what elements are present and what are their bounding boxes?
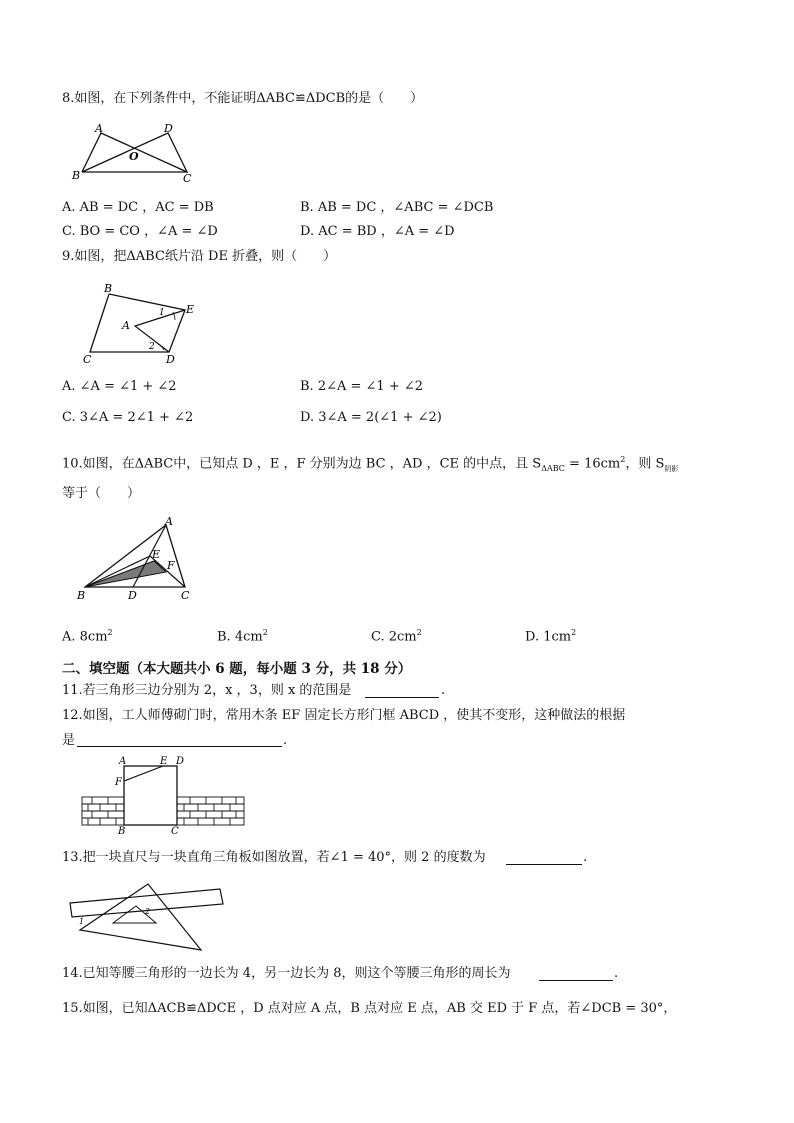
q9-label-c: C xyxy=(83,353,92,366)
q14-blank xyxy=(539,980,613,981)
q12-label-c: C xyxy=(171,826,179,837)
q8-option-c: C. BO = CO ，∠A = ∠D xyxy=(62,224,218,239)
q13-stem: 13.把一块直尺与一块直角三角板如图放置，若∠1 = 40°，则 2 的度数为 xyxy=(62,850,486,865)
q13-label-1: 1 xyxy=(79,917,85,926)
q12-label-b: B xyxy=(118,826,126,837)
q15-stem: 15.如图，已知ΔACB≌ΔDCE ，D 点对应 A 点，B 点对应 E 点，AB 交 ED 于 F 点，若∠DCB = 30°， xyxy=(62,1001,677,1016)
q10-stem-text: 10.如图，在ΔABC中，已知点 D ，E ，F 分别为边 BC ，AD ，CE 的中点，且 S xyxy=(62,456,542,472)
q10-label-d: D xyxy=(128,589,137,602)
q10-stem-line2: 等于（ ） xyxy=(62,486,141,501)
q10-label-b: B xyxy=(77,589,86,602)
q9-label-a: A xyxy=(122,319,130,332)
q9-label-1: 1 xyxy=(159,308,165,318)
q9-label-2: 2 xyxy=(149,342,155,352)
q11-period: . xyxy=(441,683,446,698)
q12-label-f: F xyxy=(115,777,122,788)
q9-label-e: E xyxy=(186,303,195,316)
q10-option-a-text: A. 8cm xyxy=(62,629,108,645)
q10-option-d xyxy=(525,625,576,645)
q9-label-b: B xyxy=(104,282,113,295)
q10-option-a-sup: 2 xyxy=(107,628,113,637)
q9-stem: 9.如图，把ΔABC纸片沿 DE 折叠，则（ ） xyxy=(62,249,337,264)
q11-stem: 11.若三角形三边分别为 2，x ，3，则 x 的范围是 xyxy=(62,683,352,698)
q9-option-d: D. 3∠A = 2(∠1 + ∠2) xyxy=(300,410,442,425)
q10-sub-shade: 阴影 xyxy=(664,464,679,473)
q10-option-d-sup: 2 xyxy=(571,628,577,637)
q12-stem-line1: 12.如图，工人师傅砌门时，常用木条 EF 固定长方形门框 ABCD ，使其不变形，这种做法的根据 xyxy=(62,708,626,723)
q8-label-d: D xyxy=(164,122,173,135)
q12-label-a: A xyxy=(119,756,127,767)
q10-option-b xyxy=(217,625,268,645)
q10-label-c: C xyxy=(181,589,190,602)
q8-option-d: D. AC = BD ，∠A = ∠D xyxy=(300,224,455,239)
q8-option-a: A. AB = DC ，AC = DB xyxy=(62,200,214,215)
q12-label-d: D xyxy=(176,756,185,767)
q8-label-a: A xyxy=(95,122,103,135)
q12-period: . xyxy=(283,733,288,748)
q11-blank xyxy=(365,697,439,698)
q12-label-e: E xyxy=(160,756,168,767)
q8-figure xyxy=(70,122,200,184)
q10-option-c-text: C. 2cm xyxy=(371,629,417,645)
section-2-heading: 二、填空题（本大题共小 6 题，每小题 3 分，共 18 分） xyxy=(62,661,412,677)
q10-label-f: F xyxy=(167,559,175,572)
q14-stem: 14.已知等腰三角形的一边长为 4，另一边长为 8，则这个等腰三角形的周长为 xyxy=(62,966,511,981)
q9-option-a: A. ∠A = ∠1 + ∠2 xyxy=(62,379,177,394)
q13-figure xyxy=(66,882,206,952)
q12-blank xyxy=(77,746,282,747)
q10-option-b-sup: 2 xyxy=(262,628,268,637)
q10-label-a: A xyxy=(165,515,173,528)
q10-option-a xyxy=(62,625,113,645)
q10-sup: 2 xyxy=(620,455,626,464)
q9-label-d: D xyxy=(166,353,175,366)
q13-label-2: 2 xyxy=(145,907,151,916)
q10-mid: = 16cm xyxy=(564,456,621,472)
q8-label-b: B xyxy=(72,169,81,182)
q9-option-c: C. 3∠A = 2∠1 + ∠2 xyxy=(62,410,194,425)
q10-tail: ，则 S xyxy=(625,456,665,472)
q9-option-b: B. 2∠A = ∠1 + ∠2 xyxy=(300,379,424,394)
q12-stem-line2: 是 xyxy=(62,733,76,748)
q13-period: . xyxy=(583,850,588,865)
q10-option-b-text: B. 4cm xyxy=(217,629,263,645)
q9-figure xyxy=(80,282,200,366)
q13-blank xyxy=(506,864,582,865)
q10-option-c-sup: 2 xyxy=(416,628,422,637)
q8-label-o: O xyxy=(129,150,139,163)
q10-label-e: E xyxy=(152,548,161,561)
q12-figure xyxy=(78,757,248,835)
q10-figure xyxy=(75,515,200,603)
q10-option-d-text: D. 1cm xyxy=(525,629,572,645)
q10-stem xyxy=(62,452,678,477)
q8-label-c: C xyxy=(183,172,192,185)
q10-option-c xyxy=(371,625,422,645)
q8-stem: 8.如图，在下列条件中，不能证明ΔABC≌ΔDCB的是（ ） xyxy=(62,91,424,106)
q10-sub-abc: ΔABC xyxy=(541,463,565,473)
q8-option-b: B. AB = DC ，∠ABC = ∠DCB xyxy=(300,200,494,215)
q14-period: . xyxy=(614,966,619,981)
